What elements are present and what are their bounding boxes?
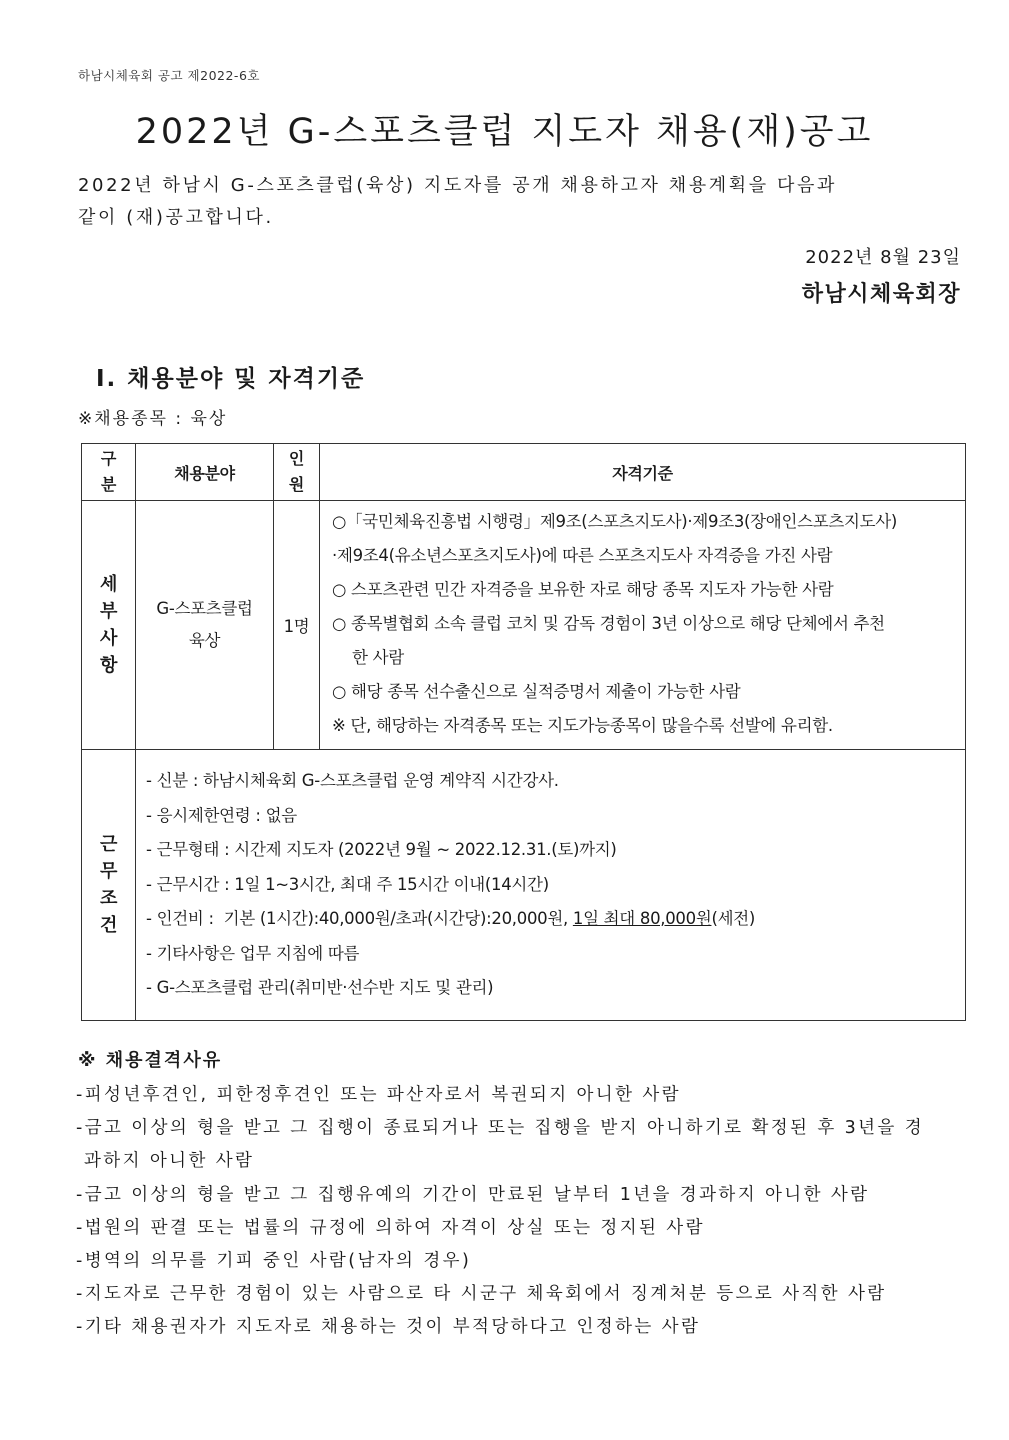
conditions-label-char: 조 [99, 888, 118, 909]
criteria-item: ○ 스포츠관련 민간 자격증을 보유한 자로 해당 종목 지도자 가능한 사람 [332, 580, 834, 599]
conditions-label-char: 건 [99, 915, 118, 936]
disqualification-item: -병역의 의무를 기피 중인 사람(남자의 경우) [76, 1251, 472, 1272]
table-header-row [82, 444, 966, 501]
field-sport: 육상 [188, 631, 221, 650]
header-category-char-1: 구 [100, 449, 117, 468]
header-field: 채용분야 [136, 444, 274, 501]
section-title: Ⅰ. 채용분야 및 자격기준 [96, 366, 366, 392]
condition-item: - 기타사항은 업무 지침에 따름 [146, 943, 360, 963]
header-category [82, 444, 136, 501]
intro-line-2: 같이 (재)공고합니다. [78, 207, 274, 228]
criteria-item: ·제9조4(유소년스포츠지도사)에 따른 스포츠지도사 자격증을 가진 사람 [332, 546, 833, 565]
header-criteria: 자격기준 [320, 444, 966, 501]
count-cell: 1명 [274, 501, 320, 750]
notice-date: 2022년 8월 23일 [805, 247, 961, 268]
intro-line-1: 2022년 하남시 G-스포츠클럽(육상) 지도자를 공개 채용하고자 채용계획을 다음과 [78, 175, 837, 196]
condition-item: - 근무형태 : 시간제 지도자 (2022년 9월 ~ 2022.12.31.(토)까지) [146, 840, 617, 860]
disqualification-item: -법원의 판결 또는 법률의 규정에 의하여 자격이 상실 또는 정지된 사람 [76, 1217, 705, 1238]
details-label-char: 사 [99, 628, 118, 649]
conditions-label-char: 근 [99, 834, 118, 855]
criteria-note: ※ 단, 해당하는 자격종목 또는 지도가능종목이 많을수록 선발에 유리함. [332, 716, 833, 735]
criteria-cell [320, 501, 966, 750]
field-cell [136, 501, 274, 750]
field-club: G-스포츠클럽 [156, 599, 253, 618]
condition-item: - G-스포츠클럽 관리(취미반·선수반 지도 및 관리) [146, 978, 494, 998]
header-count [274, 444, 320, 501]
disqualification-item: -기타 채용권자가 지도자로 채용하는 것이 부적당하다고 인정하는 사람 [76, 1317, 701, 1338]
criteria-item: ○ 종목별협회 소속 클럽 코치 및 감독 경험이 3년 이상으로 해당 단체에서 추천 [332, 614, 885, 633]
details-label-char: 항 [99, 655, 118, 676]
condition-item: - 근무시간 : 1일 1~3시간, 최대 주 15시간 이내(14시간) [146, 874, 549, 894]
criteria-item: ○「국민체육진흥법 시행령」제9조(스포츠지도사)·제9조3(장애인스포츠지도사) [332, 512, 898, 531]
details-label [82, 501, 136, 750]
condition-item-pay [146, 902, 957, 937]
disqualification-list [76, 1079, 976, 1345]
criteria-item: ○ 해당 종목 선수출신으로 실적증명서 제출이 가능한 사람 [332, 682, 741, 701]
disqualification-title: ※ 채용결격사유 [78, 1050, 223, 1071]
criteria-item: 한 사람 [352, 648, 404, 667]
details-label-char: 세 [99, 574, 118, 595]
sport-line: ※채용종목 : 육상 [78, 409, 228, 429]
notice-number: 하남시체육회 공고 제2022-6호 [78, 68, 260, 83]
conditions-cell [136, 750, 966, 1021]
pay-daily-max: 1일 최대 80,000원 [572, 909, 712, 929]
conditions-row [82, 750, 966, 1021]
disqualification-item: -금고 이상의 형을 받고 그 집행유예의 기간이 만료된 날부터 1년을 경과하지 아니한 사람 [76, 1184, 870, 1205]
document-title: 2022년 G-스포츠클럽 지도자 채용(재)공고 [135, 112, 874, 152]
disqualification-item: 과하지 아니한 사람 [84, 1151, 255, 1172]
header-count-char-2: 원 [288, 475, 305, 494]
header-category-char-2: 분 [100, 475, 117, 494]
condition-item: - 응시제한연령 : 없음 [146, 805, 297, 825]
signer: 하남시체육회장 [801, 282, 961, 307]
conditions-label-char: 무 [99, 861, 118, 882]
recruitment-table [81, 443, 966, 1021]
details-label-char: 부 [99, 601, 118, 622]
conditions-label [82, 750, 136, 1021]
intro-paragraph [78, 170, 938, 234]
disqualification-item: -금고 이상의 형을 받고 그 집행이 종료되거나 또는 집행을 받지 아니하기로 확정된 후 3년을 경 [76, 1118, 925, 1139]
pay-suffix: (세전) [711, 909, 756, 929]
condition-item: - 신분 : 하남시체육회 G-스포츠클럽 운영 계약직 시간강사. [146, 771, 559, 791]
disqualification-item: -피성년후견인, 피한정후견인 또는 파산자로서 복권되지 아니한 사람 [76, 1085, 681, 1105]
details-row [82, 501, 966, 750]
header-count-char-1: 인 [288, 449, 305, 468]
disqualification-item: -지도자로 근무한 경험이 있는 사람으로 타 시군구 체육회에서 징계처분 등으로 사직한 사람 [76, 1284, 887, 1305]
pay-base: - 인건비 : 기본 (1시간):40,000원/초과(시간당):20,000원, [146, 909, 573, 929]
